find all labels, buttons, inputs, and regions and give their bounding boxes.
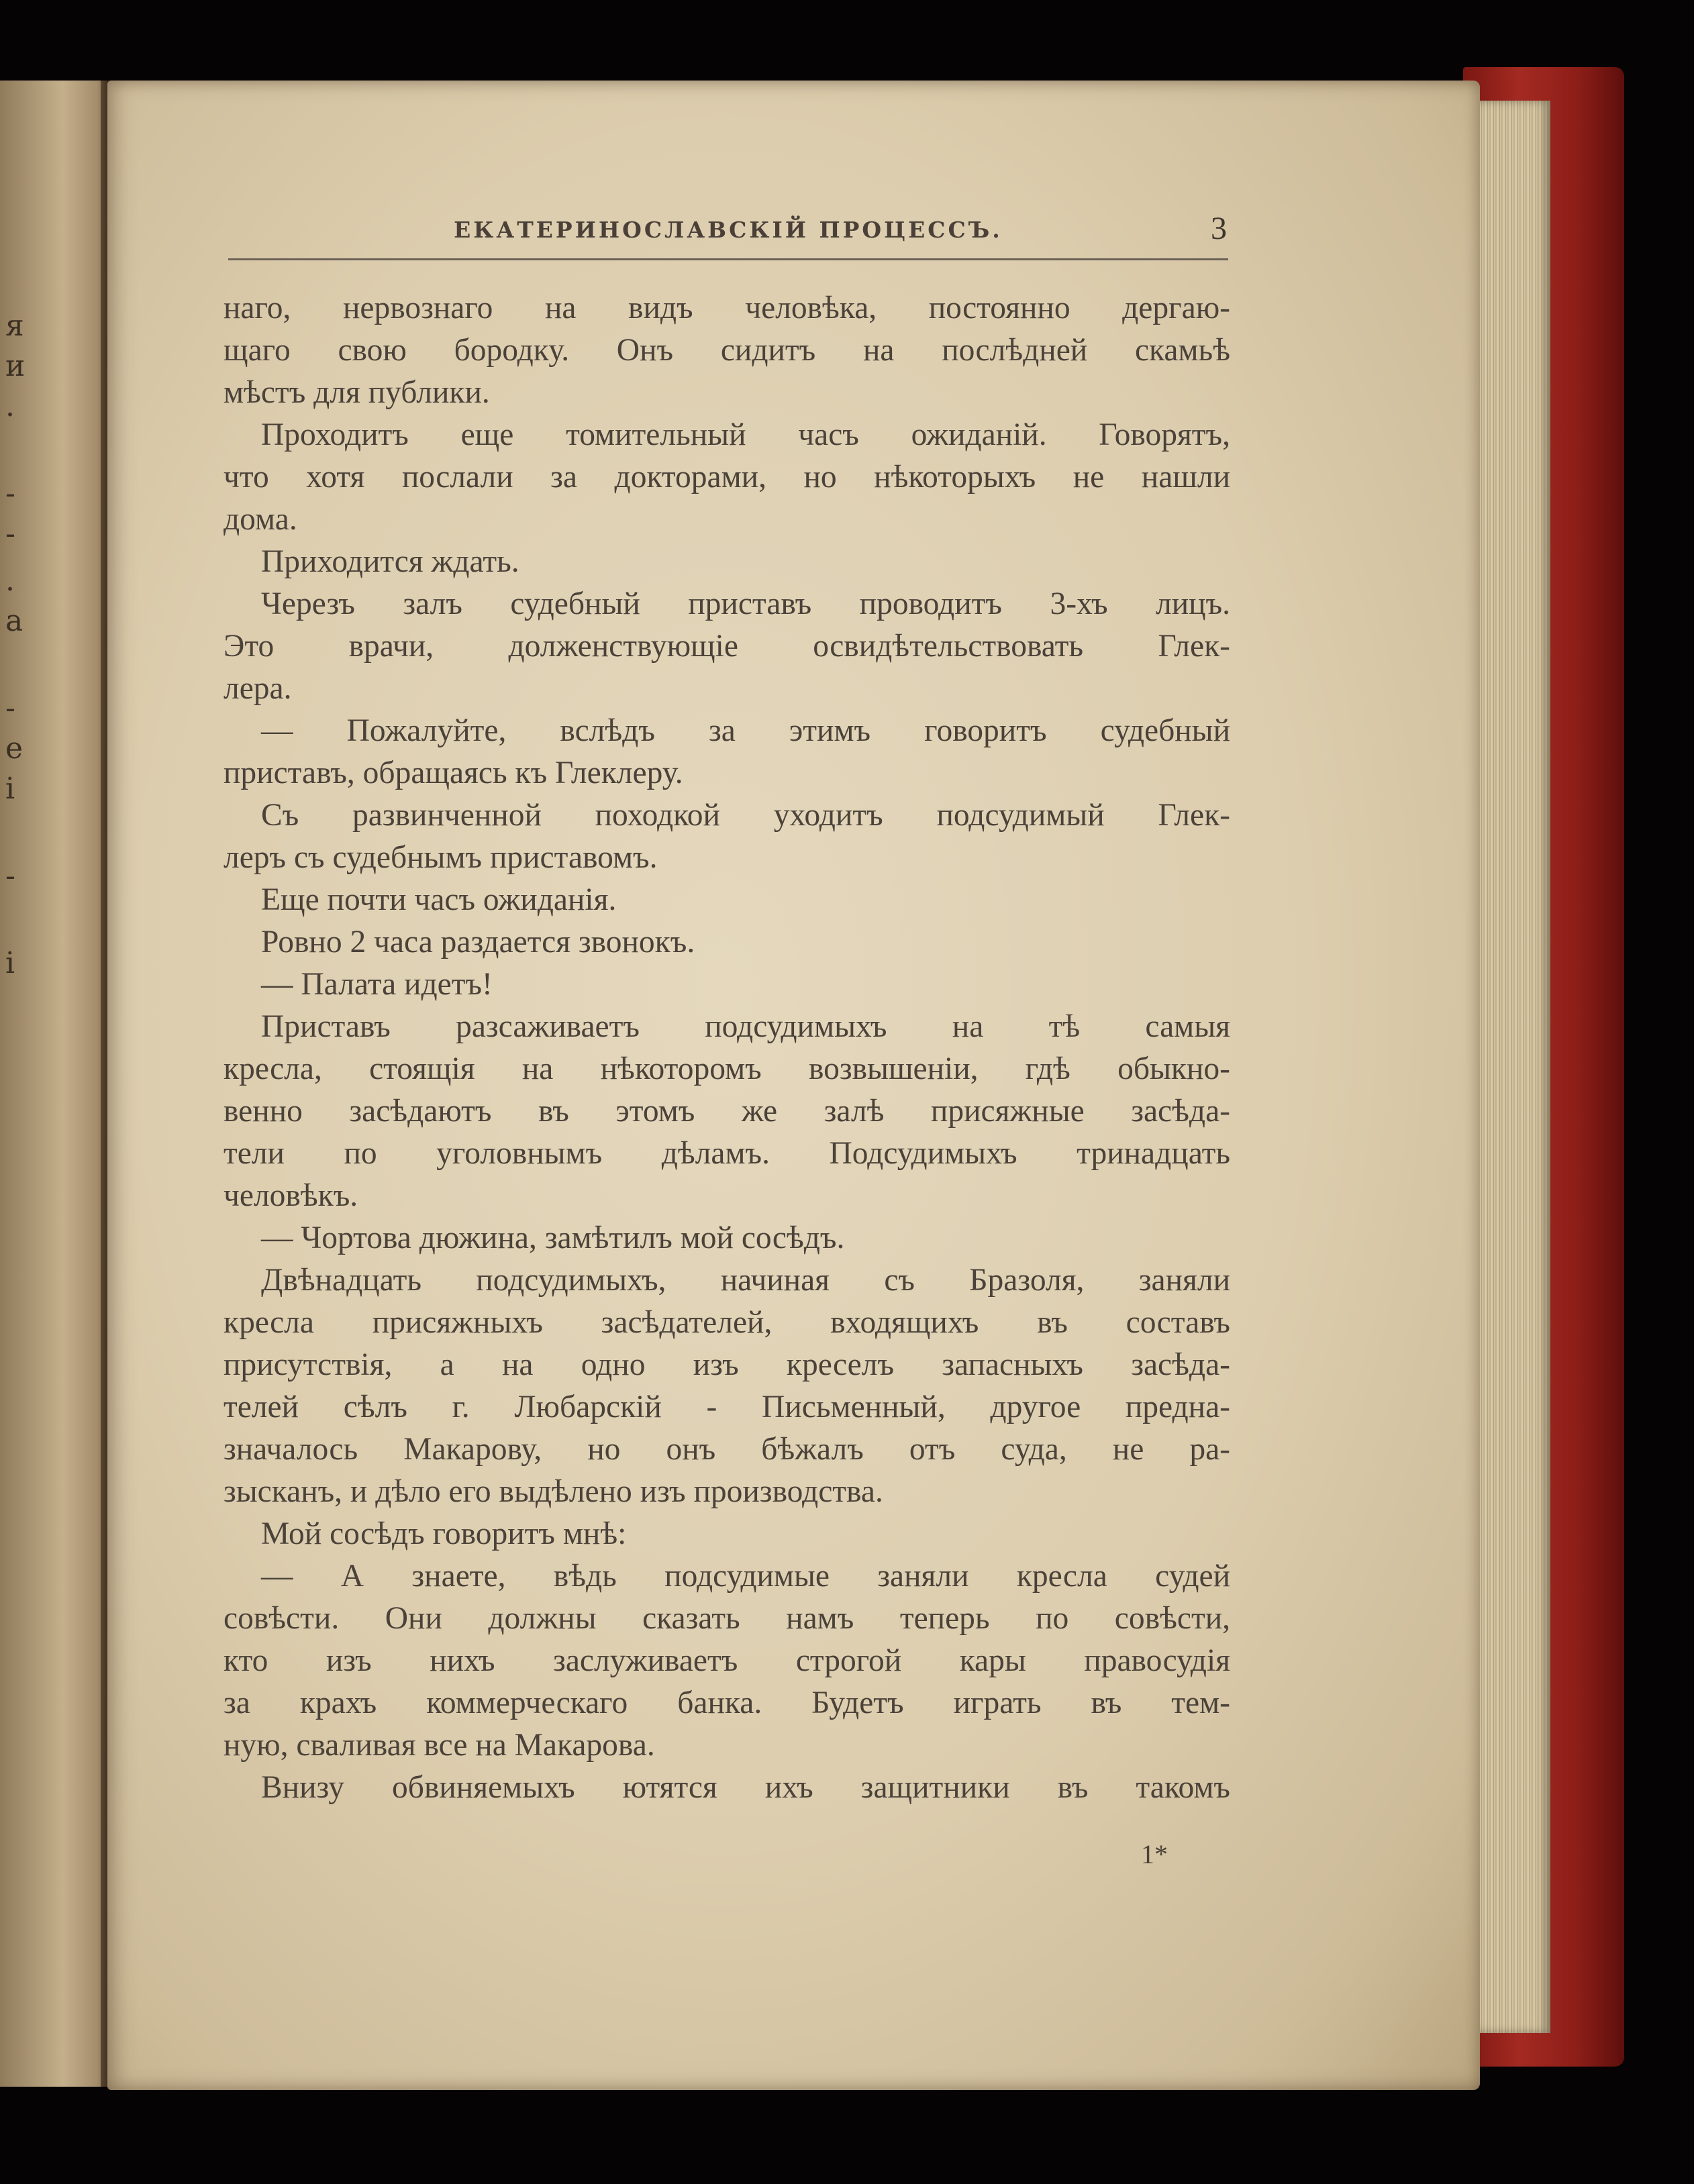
text-line: ную, сваливая все на Макарова.: [223, 1728, 655, 1763]
text-line: Двѣнадцать подсудимыхъ, начиная съ Бразоля, заняли: [261, 1263, 1230, 1298]
text-line: кресла присяжныхъ засѣдателей, входящихъ въ составъ: [223, 1305, 1230, 1340]
facing-page-char: .: [5, 389, 15, 423]
page-stack-edge: [1470, 101, 1550, 2033]
text-line: — Чортова дюжина, замѣтилъ мой сосѣдъ.: [261, 1220, 845, 1255]
text-line: Приходится ждать.: [261, 544, 519, 579]
facing-page-edge: [0, 81, 114, 2087]
text-line: за крахъ коммерческаго банка. Будетъ играть въ тем-: [223, 1685, 1230, 1720]
text-line: леръ съ судебнымъ приставомъ.: [223, 840, 658, 875]
text-line: наго, нервознаго на видъ человѣка, постоянно дергаю-: [223, 291, 1230, 325]
facing-page-char: е: [5, 731, 23, 766]
text-line: значалось Макарову, но онъ бѣжалъ отъ суда, не ра-: [223, 1432, 1230, 1467]
facing-page-char: і: [5, 946, 15, 980]
facing-page-char: -: [5, 859, 15, 893]
facing-page-char: -: [5, 476, 15, 511]
text-line: что хотя послали за докторами, но нѣкоторыхъ не нашли: [223, 460, 1230, 495]
text-line: — А знаете, вѣдь подсудимые заняли кресла судей: [261, 1559, 1230, 1594]
facing-page-char: і: [5, 772, 15, 806]
text-line: совѣсти. Они должны сказать намъ теперь по совѣсти,: [223, 1601, 1230, 1636]
text-line: щаго свою бородку. Онъ сидитъ на послѣдней скамьѣ: [223, 333, 1230, 368]
facing-page-char: а: [5, 604, 23, 638]
text-line: кресла, стоящія на нѣкоторомъ возвышеніи, гдѣ обыкно-: [223, 1051, 1230, 1086]
text-line: приставъ, обращаясь къ Глеклеру.: [223, 756, 683, 790]
text-line: кто изъ нихъ заслуживаетъ строгой кары правосудія: [223, 1643, 1230, 1678]
text-line: телей сѣлъ г. Любарскій - Письменный, другое предна-: [223, 1390, 1230, 1424]
text-line: Съ развинченной походкой уходитъ подсудимый Глек-: [261, 798, 1230, 833]
facing-page-char: .: [5, 564, 15, 598]
text-line: венно засѣдаютъ въ этомъ же залѣ присяжные засѣда-: [223, 1094, 1230, 1129]
text-line: Ровно 2 часа раздается звонокъ.: [261, 925, 695, 959]
text-line: Внизу обвиняемыхъ ютятся ихъ защитники въ такомъ: [261, 1770, 1230, 1805]
facing-page-char: и: [5, 349, 26, 383]
text-line: тели по уголовнымъ дѣламъ. Подсудимыхъ тринадцать: [223, 1136, 1230, 1171]
text-line: человѣкъ.: [223, 1178, 358, 1213]
facing-page-char: я: [5, 309, 24, 343]
running-title: ЕКАТЕРИНОСЛАВСКІЙ ПРОЦЕССЪ.: [454, 217, 1003, 243]
text-line: Проходитъ еще томительный часъ ожиданій. Говорятъ,: [261, 417, 1230, 452]
text-line: лера.: [223, 671, 292, 706]
text-line: Мой сосѣдъ говоритъ мнѣ:: [261, 1516, 627, 1551]
facing-page-char: -: [5, 691, 15, 725]
facing-page-char: -: [5, 517, 15, 551]
text-line: — Пожалуйте, вслѣдъ за этимъ говоритъ судебный: [261, 713, 1230, 748]
text-line: — Палата идетъ!: [261, 967, 493, 1002]
text-line: мѣстъ для публики.: [223, 375, 490, 410]
text-line: дома.: [223, 502, 297, 537]
text-line: зысканъ, и дѣло его выдѣлено изъ производства.: [223, 1474, 883, 1509]
running-head: [228, 205, 1228, 260]
text-line: Черезъ залъ судебный приставъ проводитъ 3-хъ лицъ.: [261, 586, 1230, 621]
body-text: [223, 287, 1230, 1809]
signature-mark: 1*: [1141, 1839, 1168, 1869]
text-line: Приставъ разсаживаетъ подсудимыхъ на тѣ самыя: [261, 1009, 1230, 1044]
text-line: Это врачи, долженствующіе освидѣтельствовать Глек-: [223, 629, 1230, 664]
text-line: Еще почти часъ ожиданія.: [261, 882, 617, 917]
text-line: присутствія, а на одно изъ креселъ запасныхъ засѣда-: [223, 1347, 1230, 1382]
page-number: 3: [1211, 211, 1227, 246]
